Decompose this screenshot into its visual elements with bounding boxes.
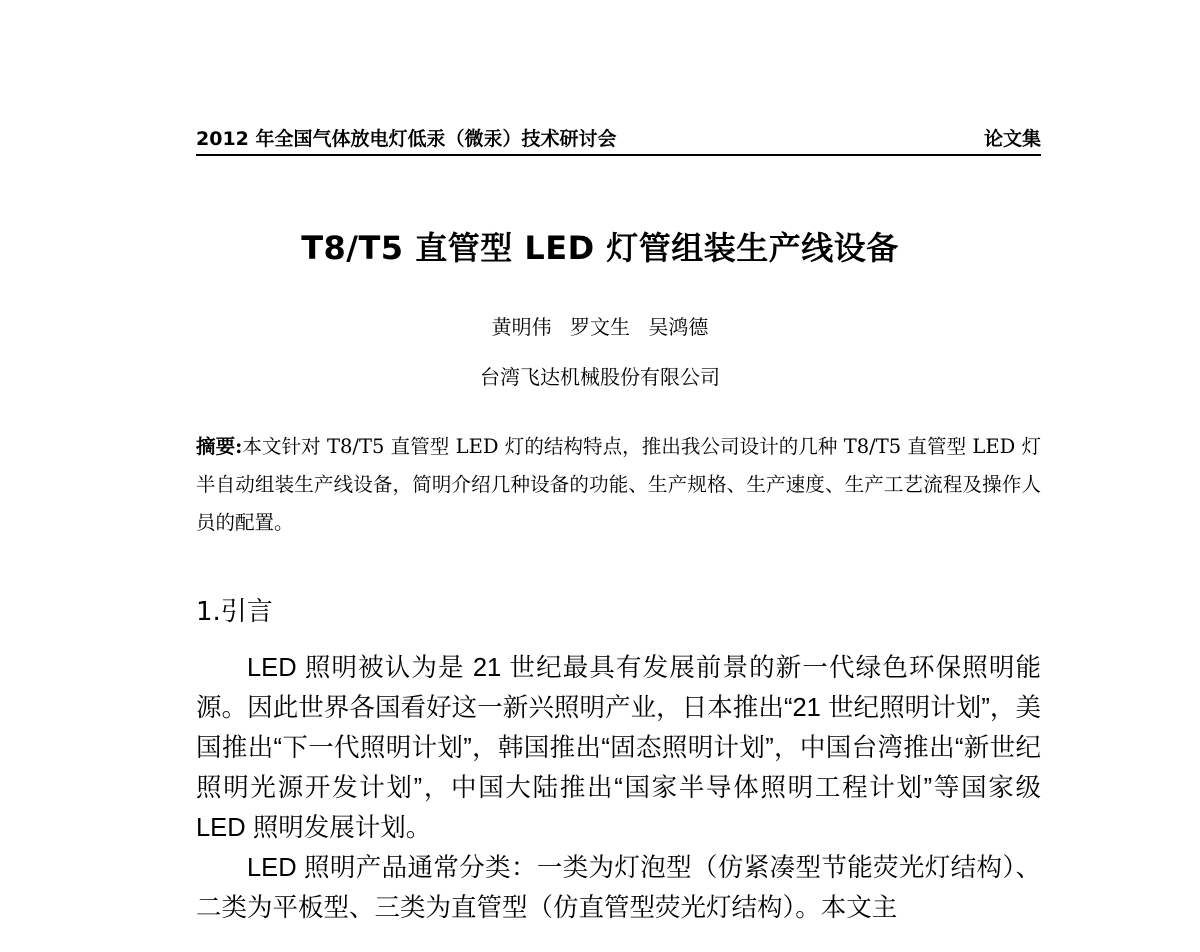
section-heading: 1.引言 — [196, 597, 273, 627]
body-paragraph: LED 照明被认为是 21 世纪最具有发展前景的新一代绿色环保照明能源。因此世界各国看好这一新兴照明产业，日本推出“21 世纪照明计划”，美国推出“下一代照明计划”，韩国推出“固态照明计划”，中国台湾推出“新世纪照明光源开发计划”，中国大陆推出“国家半导体照明工程计划”等国家级 LED 照明发展计划。 — [196, 654, 1041, 842]
paper-title: T8/T5 直管型 LED 灯管组装生产线设备 — [301, 229, 899, 267]
abstract — [196, 428, 1041, 542]
collection-label: 论文集 — [983, 128, 1041, 150]
abstract-label: 摘要: — [196, 435, 243, 458]
paper-authors: 黄明伟 罗文生 吴鸿德 — [491, 315, 709, 339]
section-body — [196, 648, 1041, 928]
abstract-text: 本文针对 T8/T5 直管型 LED 灯的结构特点，推出我公司设计的几种 T8/T5 直管型 LED 灯半自动组装生产线设备，简明介绍几种设备的功能、生产规格、生产速度、生产工艺流程及操作人员的配置。 — [196, 435, 1042, 534]
body-paragraph: LED 照明产品通常分类：一类为灯泡型（仿紧凑型节能荧光灯结构）、二类为平板型、三类为直管型（仿直管型荧光灯结构）。本文主 — [196, 854, 1041, 922]
conference-name: 2012 年全国气体放电灯低汞（微汞）技术研讨会 — [196, 128, 617, 150]
paper-affiliation: 台湾飞达机械股份有限公司 — [480, 365, 720, 389]
running-header — [196, 126, 1041, 156]
